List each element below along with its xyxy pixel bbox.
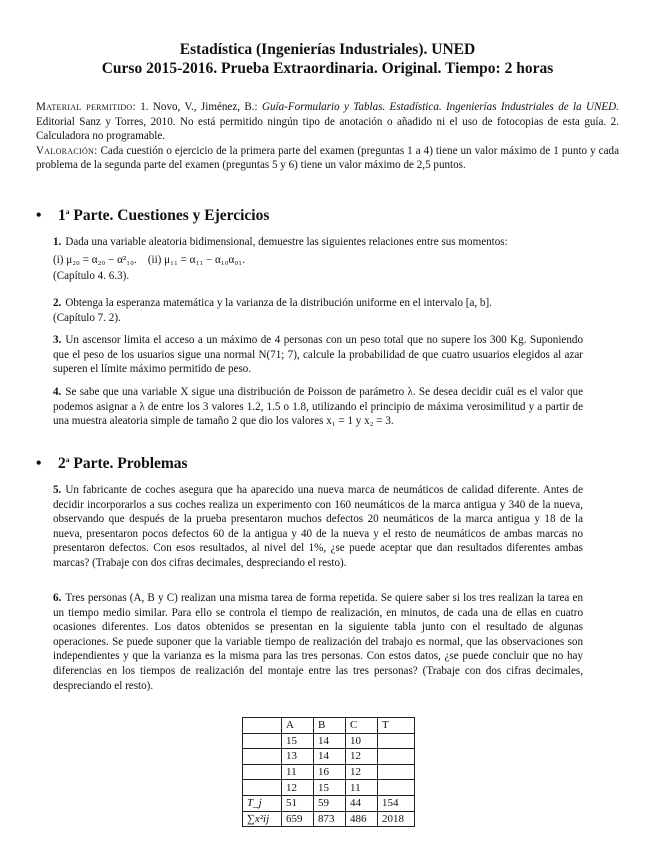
table-cell xyxy=(243,764,282,780)
question-5 xyxy=(53,483,583,571)
part1-title: Parte. Cuestiones y Ejercicios xyxy=(73,207,270,224)
q5-number: 5. xyxy=(53,484,62,496)
part2-ordinal-sup: a xyxy=(65,454,70,464)
table-cell: 659 xyxy=(282,811,314,827)
table-row-totals xyxy=(243,795,415,811)
row-label-sum-squares: ∑x²ij xyxy=(243,811,282,827)
table-cell: 44 xyxy=(346,795,378,811)
table-cell: 16 xyxy=(314,764,346,780)
table-cell: 15 xyxy=(282,733,314,749)
q1-number: 1. xyxy=(53,236,62,248)
table-cell xyxy=(378,764,415,780)
table-cell xyxy=(378,733,415,749)
table-cell xyxy=(378,780,415,796)
question-3 xyxy=(53,333,583,377)
valoracion-label: Valoración: xyxy=(36,144,98,157)
table-cell: 15 xyxy=(314,780,346,796)
table-cell: 12 xyxy=(346,764,378,780)
table-row xyxy=(243,749,415,765)
table-header-cell: A xyxy=(282,718,314,734)
question-2 xyxy=(53,296,583,325)
table-cell xyxy=(243,749,282,765)
table-cell: 2018 xyxy=(378,811,415,827)
table-cell xyxy=(243,733,282,749)
material-label: Material permitido: xyxy=(36,101,136,113)
valoracion-text: Cada cuestión o ejercicio de la primera parte del examen (preguntas 1 a 4) tiene un valor máximo de 1 punto y cada problema de la segunda parte del examen (preguntas 5 y 6) tiene un valor máximo de 2,5 puntos. xyxy=(36,144,619,172)
q6-text: Tres personas (A, B y C) realizan una misma tarea de forma repetida. Se quiere saber si los tres realizan la tarea en un tiempo medio similar. Para ello se controla el tiempo de realización, en minutos, de cada una de ellas en cuatro ocasiones diferentes. Los datos obtenidos se presentan en la siguiente tabla junto con el resultado de algunas operaciones. Se puede suponer que la variable tiempo de realización del trabajo es normal, que las observaciones son independientes y que la varianza es la misma para las tres personas. Con estos datos, ¿se puede concluir que no hay diferencias en los tiempos de realización del montaje entre las tres personas? (Trabaje con dos cifras decimales, despreciando el resto). xyxy=(53,592,583,692)
bullet-icon: • xyxy=(36,207,42,224)
q6-number: 6. xyxy=(53,592,62,604)
part1-ordinal: 1 xyxy=(58,207,66,224)
q1-text: Dada una variable aleatoria bidimensional, demuestre las siguientes relaciones entre sus momentos: xyxy=(65,236,508,248)
table-row xyxy=(243,733,415,749)
table-header-cell: C xyxy=(346,718,378,734)
instructions-block xyxy=(36,100,619,173)
material-text-b: Editorial Sanz y Torres, 2010. No está permitido ningún tipo de anotación o añadido ni el uso de fotocopias de esta guía. 2. Calculadora no programable. xyxy=(36,115,619,143)
q5-text: Un fabricante de coches asegura que ha aparecido una nueva marca de neumáticos de calidad diferente. Antes de decidir incorporarlos a sus coches realiza un experimento con 160 neumáticos de la marca antigua y 340 de la nueva, observando que después de la prueba presentaron muchos defectos 20 neumáticos de la marca antigua y 18 de la nueva, presentaron pocos defectos 60 de la antigua y 40 de la nueva y el resto de neumáticos de ambas marcas no presentaron defectos. Con esos resultados, al nivel del 1%, ¿se puede aceptar que dan resultados diferentes ambas marcas? (Trabaje con dos cifras decimales, despreciando el resto). xyxy=(53,484,583,569)
part2-ordinal: 2 xyxy=(58,455,66,472)
table-header-cell: T xyxy=(378,718,415,734)
q1-formula-i: (i) μ₂₀ = α₂₀ − α²₁₀. xyxy=(53,253,137,266)
table-cell: 873 xyxy=(314,811,346,827)
q2-text: Obtenga la esperanza matemática y la varianza de la distribución uniforme en el intervalo [a, b]. xyxy=(65,297,492,309)
table-cell xyxy=(243,780,282,796)
table-cell: 10 xyxy=(346,733,378,749)
material-book-title: Guía-Formulario y Tablas. Estadística. Ingenierías Industriales de la UNED. xyxy=(261,101,619,113)
table-cell: 11 xyxy=(346,780,378,796)
table-row xyxy=(243,764,415,780)
table-row xyxy=(243,780,415,796)
table-cell: 14 xyxy=(314,733,346,749)
table-cell: 12 xyxy=(282,780,314,796)
q3-number: 3. xyxy=(53,334,62,346)
q1-reference: (Capítulo 4. 6.3). xyxy=(53,270,130,283)
header-title-line1: Estadística (Ingenierías Industriales). UNED xyxy=(179,41,476,58)
table-cell: 51 xyxy=(282,795,314,811)
question-1 xyxy=(53,235,583,284)
table-cell: 486 xyxy=(346,811,378,827)
table-cell xyxy=(378,749,415,765)
table-cell: 11 xyxy=(282,764,314,780)
part2-heading xyxy=(36,455,188,473)
part2-title: Parte. Problemas xyxy=(73,455,188,472)
table-row-sumsq xyxy=(243,811,415,827)
part1-ordinal-sup: a xyxy=(65,206,70,216)
table-header-row xyxy=(243,718,415,734)
q4-text: Se sabe que una variable X sigue una distribución de Poisson de parámetro λ. Se desea decidir cuál es el valor que podemos asignar a λ de entre los 3 valores 1.2, 1.5 o 1.8, utilizando el principio de máxima verosimilitud y a partir de una muestra aleatoria simple de tamaño 2 que dio los valores x₁ = 1 y x₂ = 3. xyxy=(53,386,583,428)
bullet-icon: • xyxy=(36,455,42,472)
question-6 xyxy=(53,591,583,693)
table-cell: 14 xyxy=(314,749,346,765)
row-label-tj: T_j xyxy=(243,795,282,811)
table-header-cell xyxy=(243,718,282,734)
q4-number: 4. xyxy=(53,386,62,398)
table-cell: 12 xyxy=(346,749,378,765)
table-cell: 154 xyxy=(378,795,415,811)
table-cell: 59 xyxy=(314,795,346,811)
material-text-a: 1. Novo, V., Jiménez, B.: xyxy=(140,101,258,113)
question-4 xyxy=(53,385,583,429)
table-cell: 13 xyxy=(282,749,314,765)
part1-heading xyxy=(36,207,269,225)
q2-reference: (Capítulo 7. 2). xyxy=(53,311,121,324)
q2-number: 2. xyxy=(53,297,62,309)
table-header-cell: B xyxy=(314,718,346,734)
header-title-line2: Curso 2015-2016. Prueba Extraordinaria. Original. Tiempo: 2 horas xyxy=(101,60,554,77)
q1-formula-ii: (ii) μ₁₁ = α₁₁ − α₁₀α₀₁. xyxy=(147,253,245,266)
data-table xyxy=(242,717,415,827)
q3-text: Un ascensor limita el acceso a un máximo de 4 personas con un peso total que no supere los 300 Kg. Suponiendo que el peso de los usuarios sigue una normal N(71; 7), calcule la probabilidad de que cuatro usuarios elegidos al azar superen el límite máximo permitido de peso. xyxy=(53,334,583,376)
